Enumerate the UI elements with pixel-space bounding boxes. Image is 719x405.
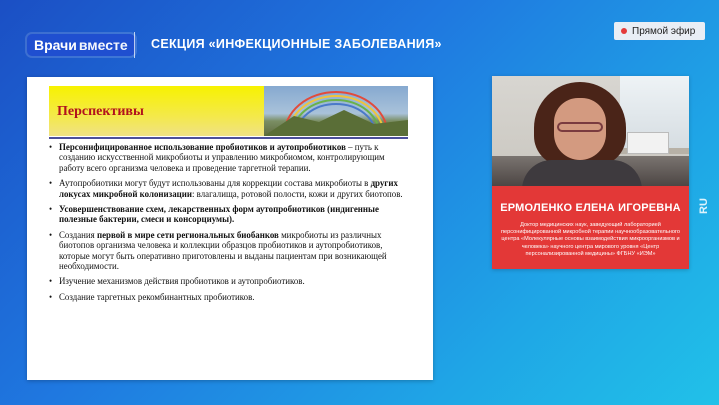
rainbow-landscape-image — [264, 86, 408, 136]
section-title: СЕКЦИЯ «ИНФЕКЦИОННЫЕ ЗАБОЛЕВАНИЯ» — [151, 37, 442, 51]
slide-bullet: • Усовершенствование схем, лекарственных форм аутопробиотиков (индигенные полезные бактерии, смеси и консорциумы). — [49, 204, 408, 225]
slide-bullet: • Создания первой в мире сети региональных биобанков микробиоты из различных биотопов организма человека и коллекции образцов пробиотиков и аутопробиотиков, которые могут быть оперативно приготовлены и выданы пациентам при возникающей необходимости. — [49, 230, 408, 272]
speaker-name: ЕРМОЛЕНКО ЕЛЕНА ИГОРЕВНА — [500, 202, 681, 214]
slide-title: Перспективы — [57, 104, 144, 119]
rainbow-icon — [264, 86, 408, 136]
header — [0, 0, 719, 70]
logo-part1: Врачи — [34, 37, 77, 53]
speaker-description: Доктор медицинских наук, заведующий лабораторией персонифицированной микробной терапии научнообразовательного центра «Молекулярные основы взаимодействия микроорганизмов и человека» научного центра мирового уровня «Центр персонализированной медицины» ФГБНУ «ИЭМ» — [501, 222, 680, 257]
presentation-slide — [27, 77, 433, 380]
slide-bullet: • Аутопробиотики могут будут использованы для коррекции состава микробиоты в других локусах микробной колонизации: влагалища, ротовой полости, кожи и других биотопов. — [49, 178, 408, 199]
slide-divider — [49, 137, 408, 139]
slide-bullet: • Изучение механизмов действия пробиотиков и аутопробиотиков. — [49, 276, 408, 286]
live-dot-icon — [621, 28, 627, 34]
speaker-card — [492, 76, 689, 269]
slide-bullet: • Создание таргетных рекомбинантных пробиотиков. — [49, 292, 408, 302]
slide-banner — [49, 86, 408, 136]
logo-part2: вместе — [78, 37, 128, 53]
live-badge[interactable] — [614, 22, 705, 40]
logo — [27, 34, 135, 56]
language-label[interactable]: RU — [698, 198, 710, 214]
live-label: Прямой эфир — [632, 25, 696, 37]
header-divider — [134, 32, 135, 58]
slide-bullets — [49, 142, 408, 307]
slide-bullet: • Персонифицированное использование пробиотиков и аутопробиотиков – путь к созданию искусственной микробиоты и управлению микробиомом, контролирующим работу всего организма человека и проведение таргетной терапии. — [49, 142, 408, 173]
speaker-video[interactable] — [492, 76, 689, 186]
